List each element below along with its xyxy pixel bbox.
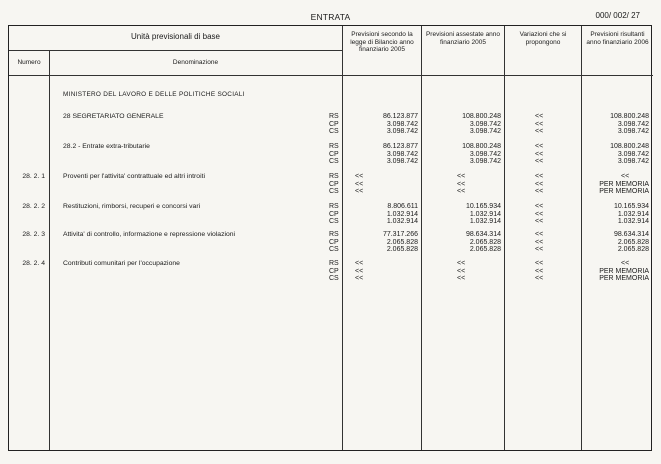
divider-unit-title: [9, 50, 342, 51]
value-legge: 3.098.742: [386, 120, 418, 128]
value-assestate: 3.098.742: [469, 120, 501, 128]
value-risultanti: 1.032.914: [617, 218, 649, 226]
value-risultanti: 98.634.314: [613, 231, 649, 238]
value-legge: 1.032.914: [386, 210, 418, 218]
budget-table: [8, 25, 652, 451]
value-legge: 86.123.877: [382, 113, 418, 120]
value-variazioni: <<: [535, 246, 544, 254]
value-variazioni: <<: [535, 113, 544, 120]
value-variazioni: <<: [535, 158, 544, 166]
value-risultanti: 2.065.828: [617, 238, 649, 246]
row-denominazione: Attivita' di controllo, informazione e repressione violazioni: [63, 231, 236, 238]
value-risultanti: 2.065.828: [617, 246, 649, 254]
row-numero: 28. 2. 1: [22, 173, 45, 180]
value-variazioni: <<: [535, 203, 544, 210]
value-legge: 2.065.828: [386, 238, 418, 246]
value-legge: 8.806.611: [387, 203, 418, 210]
value-legge: 86.123.877: [382, 143, 418, 150]
line-code: CS: [329, 158, 339, 166]
line-code: CP: [329, 150, 339, 158]
value-variazioni: <<: [535, 173, 544, 180]
col-denominazione: Denominazione: [172, 59, 219, 66]
line-code: CS: [329, 218, 339, 226]
value-risultanti: 3.098.742: [617, 158, 649, 166]
value-variazioni: <<: [535, 120, 544, 128]
value-legge: <<: [355, 260, 364, 267]
value-assestate: <<: [457, 180, 466, 188]
value-variazioni: <<: [535, 143, 544, 150]
value-variazioni: <<: [535, 260, 544, 267]
value-assestate: 1.032.914: [469, 218, 501, 226]
value-legge: 3.098.742: [386, 158, 418, 166]
value-assestate: 1.032.914: [469, 210, 501, 218]
value-legge: <<: [355, 180, 364, 188]
value-risultanti: PER MEMORIA: [599, 188, 649, 196]
col-previsioni-risultanti: Previsioni risultanti anno finanziario 2006: [586, 31, 649, 46]
ministry-name: MINISTERO DEL LAVORO E DELLE POLITICHE SOCIALI: [63, 91, 245, 98]
value-assestate: 10.165.934: [465, 203, 501, 210]
value-assestate: <<: [457, 267, 466, 275]
value-risultanti: <<: [621, 173, 630, 180]
value-risultanti: 3.098.742: [617, 120, 649, 128]
value-variazioni: <<: [535, 267, 544, 275]
value-risultanti: PER MEMORIA: [599, 267, 649, 275]
value-assestate: 2.065.828: [469, 246, 501, 254]
value-assestate: <<: [457, 173, 466, 180]
value-assestate: <<: [457, 260, 466, 267]
value-variazioni: <<: [535, 150, 544, 158]
value-assestate: <<: [457, 275, 466, 283]
value-legge: 1.032.914: [386, 218, 418, 226]
line-code: CS: [329, 128, 339, 136]
col-previsioni-assestate: Previsioni assestate anno finanziario 2005: [425, 31, 501, 46]
value-risultanti: 3.098.742: [617, 150, 649, 158]
line-code: RS: [329, 231, 339, 238]
col-numero: Numero: [17, 59, 41, 66]
value-variazioni: <<: [535, 231, 544, 238]
unit-title: Unità previsionali di base: [131, 32, 220, 41]
value-variazioni: <<: [535, 128, 544, 136]
value-variazioni: <<: [535, 180, 544, 188]
col-previsioni-legge: Previsioni secondo la legge di Bilancio anno finanziario 2005: [350, 31, 414, 54]
value-assestate: 108.800.248: [462, 143, 501, 150]
value-assestate: <<: [457, 188, 466, 196]
row-denominazione: 28.2 - Entrate extra-tributarie: [63, 143, 150, 150]
value-variazioni: <<: [535, 238, 544, 246]
line-code: CS: [329, 188, 339, 196]
value-legge: 3.098.742: [386, 128, 418, 136]
line-code: CP: [329, 180, 339, 188]
divider-header-bottom: [9, 75, 653, 76]
row-numero: 28. 2. 3: [22, 231, 45, 238]
line-code: CP: [329, 238, 339, 246]
value-legge: <<: [355, 188, 364, 196]
value-assestate: 98.634.314: [465, 231, 501, 238]
value-risultanti: PER MEMORIA: [599, 180, 649, 188]
row-denominazione: Proventi per l'attivita' contrattuale ed altri introiti: [63, 173, 205, 180]
line-code: RS: [329, 113, 339, 120]
value-risultanti: <<: [621, 260, 630, 267]
row-denominazione: Contributi comunitari per l'occupazione: [63, 260, 180, 267]
value-assestate: 2.065.828: [469, 238, 501, 246]
value-risultanti: 108.800.248: [610, 113, 649, 120]
document-title: ENTRATA: [310, 12, 351, 22]
value-risultanti: 1.032.914: [617, 210, 649, 218]
value-variazioni: <<: [535, 188, 544, 196]
divider-assestate: [504, 26, 505, 450]
value-legge: <<: [355, 173, 364, 180]
line-code: CP: [329, 120, 339, 128]
row-numero: 28. 2. 4: [22, 260, 45, 267]
row-denominazione: 28 SEGRETARIATO GENERALE: [63, 113, 164, 120]
row-denominazione: Restituzioni, rimborsi, recuperi e concorsi vari: [63, 203, 201, 210]
value-variazioni: <<: [535, 275, 544, 283]
value-assestate: 3.098.742: [469, 158, 501, 166]
value-legge: 77.317.266: [382, 231, 418, 238]
value-risultanti: 108.800.248: [610, 143, 649, 150]
line-code: RS: [329, 143, 339, 150]
value-legge: <<: [355, 275, 364, 283]
divider-variazioni: [581, 26, 582, 450]
line-code: CP: [329, 267, 339, 275]
value-legge: 3.098.742: [386, 150, 418, 158]
value-variazioni: <<: [535, 218, 544, 226]
line-code: RS: [329, 260, 339, 267]
value-legge: <<: [355, 267, 364, 275]
value-variazioni: <<: [535, 210, 544, 218]
col-variazioni: Variazioni che si propongono: [519, 31, 567, 46]
line-code: CS: [329, 275, 339, 283]
line-code: RS: [329, 173, 339, 180]
value-risultanti: 10.165.934: [613, 203, 649, 210]
value-assestate: 108.800.248: [462, 113, 501, 120]
value-assestate: 3.098.742: [469, 128, 501, 136]
divider-legge: [421, 26, 422, 450]
value-legge: 2.065.828: [386, 246, 418, 254]
page-reference: 000/ 002/ 27: [595, 11, 640, 20]
value-risultanti: PER MEMORIA: [599, 275, 649, 283]
value-assestate: 3.098.742: [469, 150, 501, 158]
row-numero: 28. 2. 2: [22, 203, 45, 210]
line-code: CP: [329, 210, 339, 218]
value-risultanti: 3.098.742: [617, 128, 649, 136]
line-code: RS: [329, 203, 339, 210]
line-code: CS: [329, 246, 339, 254]
divider-numero: [49, 50, 50, 450]
